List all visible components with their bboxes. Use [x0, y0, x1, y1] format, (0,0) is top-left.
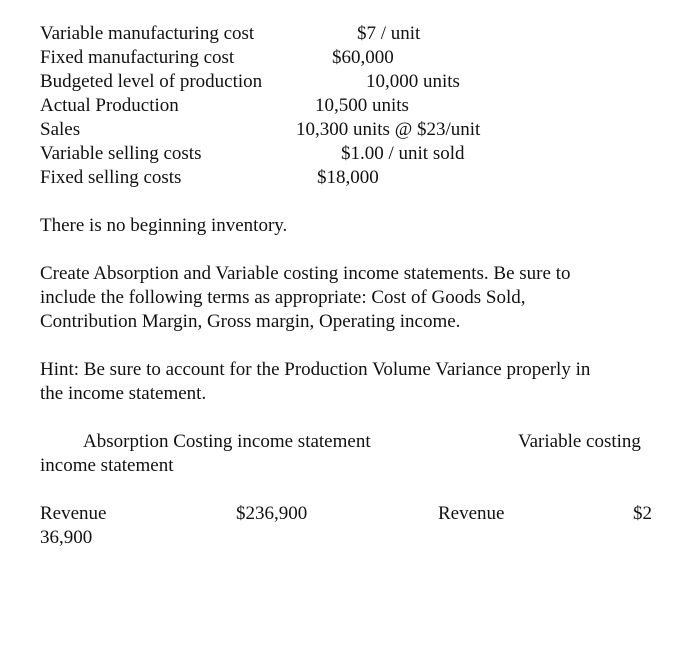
given-label-fixed-selling-costs: Fixed selling costs [40, 167, 182, 188]
hint-line-2: the income statement. [40, 383, 207, 404]
given-value-fixed-manufacturing-cost: $60,000 [332, 47, 394, 68]
variable-revenue-value: $2 [633, 503, 652, 524]
absorption-revenue-value: $236,900 [236, 503, 308, 524]
given-value-budgeted-production: 10,000 units [366, 71, 460, 92]
given-label-actual-production: Actual Production [40, 95, 179, 116]
given-value-fixed-selling-costs: $18,000 [317, 167, 379, 188]
variable-costing-header: Variable costing [518, 431, 641, 452]
given-label-fixed-manufacturing-cost: Fixed manufacturing cost [40, 47, 235, 68]
given-label-budgeted-production: Budgeted level of production [40, 71, 263, 92]
given-label-variable-selling-costs: Variable selling costs [40, 143, 202, 164]
no-beginning-inventory-note: There is no beginning inventory. [40, 215, 288, 236]
absorption-revenue-label: Revenue [40, 503, 107, 524]
hint-line-1: Hint: Be sure to account for the Production Volume Variance properly in [40, 359, 591, 380]
given-value-sales: 10,300 units @ $23/unit [296, 119, 481, 140]
variable-revenue-label: Revenue [438, 503, 505, 524]
instructions-line-3: Contribution Margin, Gross margin, Operating income. [40, 311, 461, 332]
instructions-line-2: include the following terms as appropriate: Cost of Goods Sold, [40, 287, 526, 308]
variable-costing-header-continued: income statement [40, 455, 174, 476]
variable-revenue-value-continued: 36,900 [40, 527, 93, 548]
given-label-sales: Sales [40, 119, 81, 140]
absorption-costing-header: Absorption Costing income statement [83, 431, 371, 452]
given-value-variable-selling-costs: $1.00 / unit sold [341, 143, 465, 164]
given-value-variable-manufacturing-cost: $7 / unit [357, 23, 421, 44]
given-label-variable-manufacturing-cost: Variable manufacturing cost [40, 23, 255, 44]
instructions-line-1: Create Absorption and Variable costing income statements. Be sure to [40, 263, 571, 284]
given-value-actual-production: 10,500 units [315, 95, 409, 116]
